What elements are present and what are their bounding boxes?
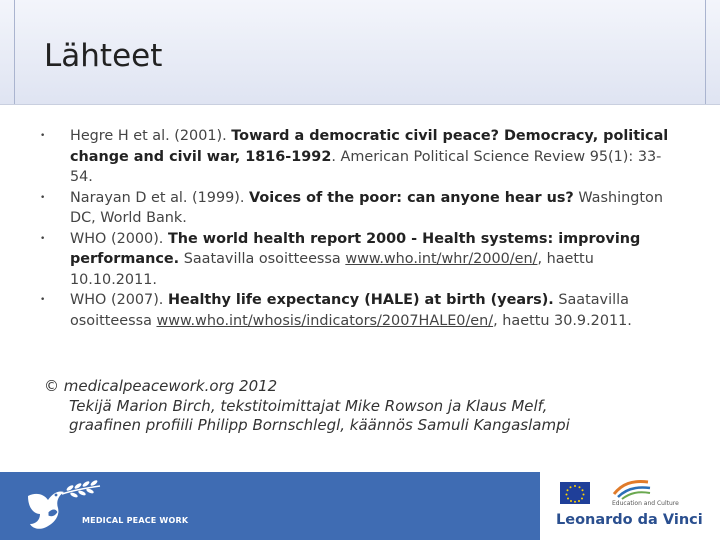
reference-author: WHO (2000). xyxy=(70,230,168,247)
reference-title: Voices of the poor: can anyone hear us? xyxy=(249,189,574,206)
list-item xyxy=(40,229,680,291)
bullet-icon: • xyxy=(40,131,46,141)
leonardo-da-vinci-text: Leonardo da Vinci xyxy=(556,512,703,528)
bullet-icon: • xyxy=(40,233,46,244)
eu-flag-icon xyxy=(560,482,590,504)
leonardo-da-vinci-panel xyxy=(540,472,720,540)
list-item xyxy=(40,290,680,331)
credits xyxy=(44,377,684,436)
list-item xyxy=(40,188,680,229)
copyright-line: © medicalpeacework.org 2012 xyxy=(44,377,278,395)
reference-accessed: , haettu 30.9.2011. xyxy=(493,312,632,329)
reference-availability: Saatavilla osoitteessa xyxy=(70,292,629,329)
education-culture-logo xyxy=(612,476,652,500)
reference-author: Hegre H et al. (2001). xyxy=(70,128,232,144)
reference-list xyxy=(40,126,680,331)
reference-author: Narayan D et al. (1999). xyxy=(70,189,250,206)
education-culture-text: Education and Culture xyxy=(612,500,679,507)
reference-author: WHO (2007). xyxy=(70,292,168,308)
reference-title: The world health report 2000 - Health systems: improving performance. xyxy=(70,230,641,267)
olive-branch-icon xyxy=(62,479,100,498)
reference-link[interactable]: www.who.int/whr/2000/en/ xyxy=(345,251,538,267)
authors-line: Tekijä Marion Birch, tekstitoimittajat Mike Rowson ja Klaus Melf, xyxy=(69,396,548,415)
dove-icon xyxy=(28,491,64,528)
reference-title: Healthy life expectancy (HALE) at birth (years). xyxy=(167,292,554,308)
list-item xyxy=(40,126,680,188)
medical-peace-work-logo xyxy=(22,478,222,536)
reference-availability: Saatavilla osoitteessa xyxy=(179,251,346,267)
slide-title: Lähteet xyxy=(44,38,163,74)
reference-title: Toward a democratic civil peace? Democracy, political change and civil war, 1816-1992 xyxy=(70,128,669,165)
reference-link[interactable]: www.who.int/whosis/indicators/2007HALE0/en/ xyxy=(156,312,494,329)
graphics-translation-line: graafinen profiili Philipp Bornschlegl, käännös Samuli Kangaslampi xyxy=(69,416,570,434)
reference-source: . American Political Science Review 95(1): 33-54. xyxy=(70,148,662,185)
reference-source: Washington DC, World Bank. xyxy=(70,189,663,226)
footer-brand-text: MEDICAL PEACE WORK xyxy=(82,516,189,525)
reference-accessed: , haettu 10.10.2011. xyxy=(70,251,594,288)
bullet-icon: • xyxy=(40,295,46,305)
bullet-icon: • xyxy=(40,192,46,203)
